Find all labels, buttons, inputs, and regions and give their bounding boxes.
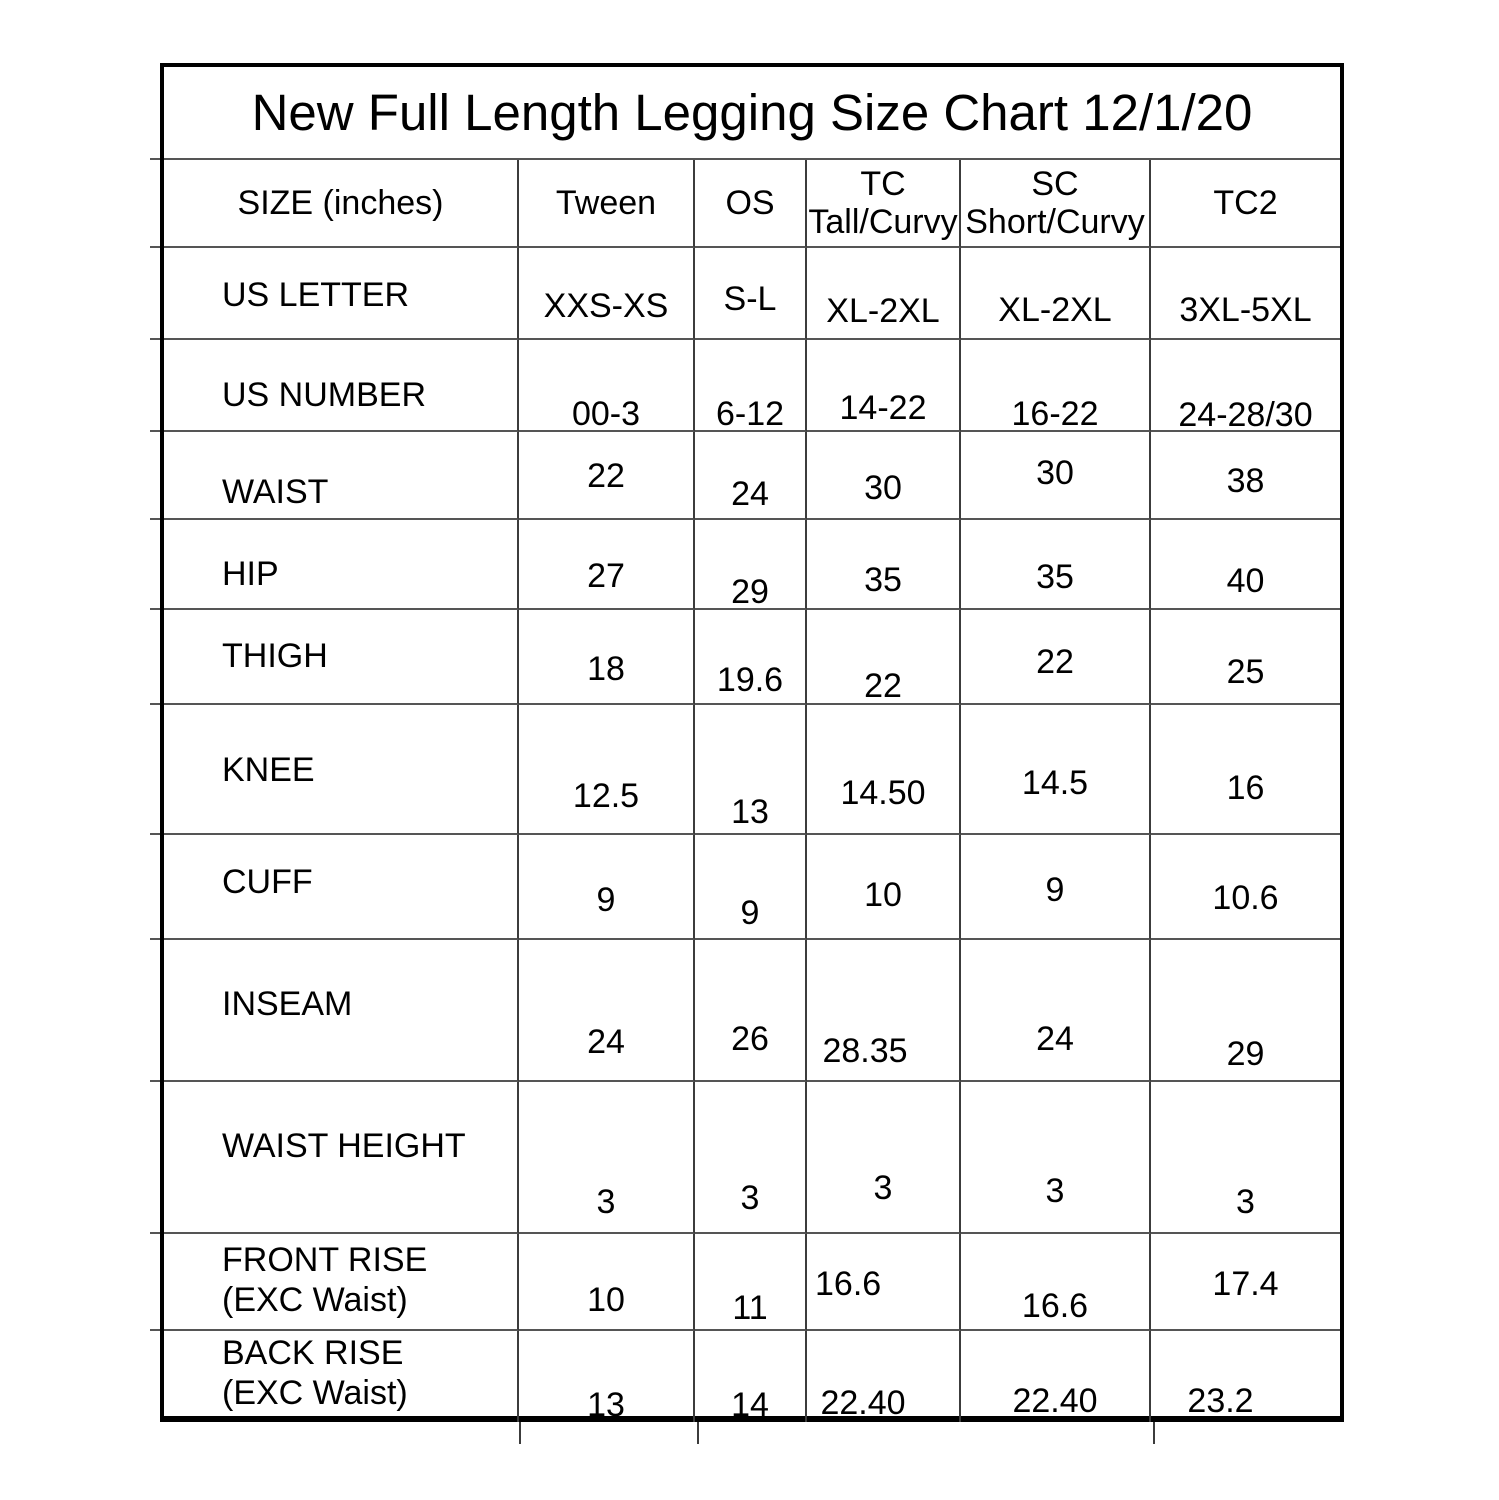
cell-us-letter-sc xyxy=(961,248,1151,340)
cell-waist-os xyxy=(695,432,807,520)
cell-value: S-L xyxy=(723,280,777,318)
cell-waist-tween xyxy=(519,432,695,520)
cell-value: 6-12 xyxy=(715,395,785,433)
chart-title: New Full Length Legging Size Chart 12/1/20 xyxy=(164,67,1340,160)
cell-value: 29 xyxy=(1226,1035,1265,1073)
header-tc2-label: TC2 xyxy=(1213,184,1278,222)
row-label-text: THIGH xyxy=(222,637,328,675)
cell-knee-sc xyxy=(961,705,1151,835)
line-stub xyxy=(1153,1422,1155,1444)
cell-front-rise-tween xyxy=(519,1234,695,1331)
line-overhang xyxy=(150,158,160,160)
row-label-text: WAIST xyxy=(222,473,329,511)
cell-us-number-tc2 xyxy=(1151,340,1340,432)
line-overhang xyxy=(150,703,160,705)
cell-waist-height-tc xyxy=(807,1082,961,1234)
cell-value: 19.6 xyxy=(716,661,784,699)
row-label-thigh xyxy=(164,610,519,705)
cell-value: 22.40 xyxy=(820,1384,906,1422)
line-overhang xyxy=(150,430,160,432)
cell-value: 00-3 xyxy=(571,395,641,433)
line-overhang xyxy=(150,833,160,835)
cell-knee-tc2 xyxy=(1151,705,1340,835)
cell-value: 24 xyxy=(587,1023,625,1061)
cell-value: 27 xyxy=(587,557,625,595)
header-sc-label: SC xyxy=(1031,165,1079,203)
line-overhang xyxy=(150,1329,160,1331)
cell-value: 30 xyxy=(864,469,902,507)
header-tc-label: TC xyxy=(860,165,906,203)
cell-cuff-os xyxy=(695,835,807,940)
cell-thigh-tween xyxy=(519,610,695,705)
line-stub xyxy=(519,1422,521,1444)
cell-cuff-tc xyxy=(807,835,961,940)
row-label-text: FRONT RISE xyxy=(222,1241,428,1279)
header-sc xyxy=(961,160,1151,248)
row-label-text: INSEAM xyxy=(222,985,353,1023)
cell-value: 16-22 xyxy=(1011,395,1099,433)
cell-front-rise-tc2 xyxy=(1151,1234,1340,1331)
cell-value: 11 xyxy=(732,1289,768,1327)
cell-waist-sc xyxy=(961,432,1151,520)
cell-value: 3 xyxy=(596,1183,616,1221)
cell-value: 25 xyxy=(1226,653,1265,691)
row-label-text: HIP xyxy=(222,555,279,593)
cell-value: 24-28/30 xyxy=(1178,396,1313,434)
cell-cuff-tween xyxy=(519,835,695,940)
header-size-label: SIZE (inches) xyxy=(237,184,444,222)
cell-inseam-tc2 xyxy=(1151,940,1340,1082)
row-label-knee xyxy=(164,705,519,835)
line-overhang xyxy=(150,246,160,248)
row-label-text: CUFF xyxy=(222,863,313,901)
row-label-back-rise xyxy=(164,1331,519,1422)
cell-value: 16.6 xyxy=(815,1265,882,1303)
cell-value: 14.50 xyxy=(840,774,926,812)
cell-value: 17.4 xyxy=(1212,1265,1279,1303)
row-label-hip xyxy=(164,520,519,610)
cell-value: 26 xyxy=(731,1020,769,1058)
cell-back-rise-tc xyxy=(807,1331,961,1422)
cell-us-letter-tween xyxy=(519,248,695,340)
cell-hip-tc xyxy=(807,520,961,610)
cell-us-letter-os xyxy=(695,248,807,340)
cell-us-number-tc xyxy=(807,340,961,432)
cell-back-rise-sc xyxy=(961,1331,1151,1422)
cell-waist-height-tc2 xyxy=(1151,1082,1340,1234)
cell-value: 10 xyxy=(864,876,902,914)
cell-front-rise-sc xyxy=(961,1234,1151,1331)
line-overhang xyxy=(150,938,160,940)
cell-value: 14 xyxy=(731,1386,769,1424)
row-label-waist-height xyxy=(164,1082,519,1234)
cell-value: 28.35 xyxy=(822,1032,908,1070)
cell-value: XL-2XL xyxy=(826,292,940,330)
cell-waist-height-os xyxy=(695,1082,807,1234)
cell-value: 22 xyxy=(587,457,625,495)
line-stub xyxy=(697,1422,699,1444)
line-overhang xyxy=(150,1080,160,1082)
row-label-cuff xyxy=(164,835,519,940)
cell-value: 3XL-5XL xyxy=(1179,291,1312,329)
header-os xyxy=(695,160,807,248)
cell-waist-height-tween xyxy=(519,1082,695,1234)
cell-value: 16.6 xyxy=(1021,1287,1089,1325)
size-chart-table xyxy=(160,63,1344,1422)
row-label-us-number xyxy=(164,340,519,432)
cell-us-number-os xyxy=(695,340,807,432)
header-sc-sub: Short/Curvy xyxy=(965,203,1145,241)
cell-cuff-sc xyxy=(961,835,1151,940)
cell-value: 9 xyxy=(740,894,760,932)
row-label-text: US NUMBER xyxy=(222,376,427,414)
cell-hip-tween xyxy=(519,520,695,610)
cell-value: XXS-XS xyxy=(543,287,669,325)
cell-value: 3 xyxy=(873,1169,893,1207)
row-label-text: BACK RISE xyxy=(222,1334,404,1372)
cell-value: 13 xyxy=(731,793,769,831)
cell-front-rise-os xyxy=(695,1234,807,1331)
cell-value: 3 xyxy=(1236,1183,1255,1221)
cell-back-rise-tc2 xyxy=(1151,1331,1340,1422)
header-os-label: OS xyxy=(725,184,775,222)
cell-value: 24 xyxy=(1036,1020,1074,1058)
line-overhang xyxy=(150,518,160,520)
cell-value: 16 xyxy=(1226,769,1265,807)
cell-knee-os xyxy=(695,705,807,835)
cell-value: 30 xyxy=(1036,454,1074,492)
cell-inseam-os xyxy=(695,940,807,1082)
line-overhang xyxy=(150,608,160,610)
cell-value: 3 xyxy=(1045,1172,1065,1210)
cell-waist-tc2 xyxy=(1151,432,1340,520)
cell-knee-tc xyxy=(807,705,961,835)
cell-value: 10.6 xyxy=(1212,879,1279,917)
cell-value: 10 xyxy=(587,1281,625,1319)
cell-hip-tc2 xyxy=(1151,520,1340,610)
cell-knee-tween xyxy=(519,705,695,835)
line-overhang xyxy=(150,338,160,340)
cell-value: 24 xyxy=(731,475,769,513)
cell-waist-height-sc xyxy=(961,1082,1151,1234)
cell-front-rise-tc xyxy=(807,1234,961,1331)
cell-value: 14.5 xyxy=(1021,764,1089,802)
cell-value: 35 xyxy=(864,561,902,599)
cell-value: 29 xyxy=(731,573,769,611)
header-tc-sub: Tall/Curvy xyxy=(808,203,958,241)
cell-us-number-tween xyxy=(519,340,695,432)
cell-value: 40 xyxy=(1226,562,1265,600)
cell-value: 22.40 xyxy=(1012,1382,1098,1420)
cell-thigh-tc xyxy=(807,610,961,705)
cell-value: 22 xyxy=(864,667,902,705)
cell-hip-os xyxy=(695,520,807,610)
cell-hip-sc xyxy=(961,520,1151,610)
cell-value: 13 xyxy=(587,1386,625,1424)
row-label-text: US LETTER xyxy=(222,276,410,314)
cell-value: 3 xyxy=(740,1179,760,1217)
line-overhang xyxy=(150,1232,160,1234)
cell-value: 23.2 xyxy=(1187,1382,1254,1420)
header-tc2 xyxy=(1151,160,1340,248)
cell-waist-tc xyxy=(807,432,961,520)
row-label-us-letter xyxy=(164,248,519,340)
cell-thigh-os xyxy=(695,610,807,705)
cell-inseam-tc xyxy=(807,940,961,1082)
cell-us-number-sc xyxy=(961,340,1151,432)
cell-value: 12.5 xyxy=(572,777,640,815)
cell-value: 38 xyxy=(1226,462,1265,500)
cell-thigh-tc2 xyxy=(1151,610,1340,705)
cell-cuff-tc2 xyxy=(1151,835,1340,940)
cell-value: 22 xyxy=(1036,643,1074,681)
cell-back-rise-os xyxy=(695,1331,807,1422)
cell-inseam-tween xyxy=(519,940,695,1082)
cell-value: 18 xyxy=(587,650,625,688)
cell-us-letter-tc xyxy=(807,248,961,340)
cell-back-rise-tween xyxy=(519,1331,695,1422)
header-tween-label: Tween xyxy=(555,184,657,222)
header-tc xyxy=(807,160,961,248)
row-label-text-2: (EXC Waist) xyxy=(222,1374,408,1412)
cell-value: 14-22 xyxy=(839,389,927,427)
cell-value: XL-2XL xyxy=(998,291,1112,329)
row-label-inseam xyxy=(164,940,519,1082)
cell-us-letter-tc2 xyxy=(1151,248,1340,340)
row-label-text: WAIST HEIGHT xyxy=(222,1127,466,1165)
cell-inseam-sc xyxy=(961,940,1151,1082)
cell-value: 35 xyxy=(1036,558,1074,596)
header-tween xyxy=(519,160,695,248)
row-label-text: KNEE xyxy=(222,751,315,789)
row-label-text-2: (EXC Waist) xyxy=(222,1281,408,1319)
header-size xyxy=(164,160,519,248)
cell-value: 9 xyxy=(1045,871,1065,909)
cell-thigh-sc xyxy=(961,610,1151,705)
row-label-waist xyxy=(164,432,519,520)
row-label-front-rise xyxy=(164,1234,519,1331)
cell-value: 9 xyxy=(596,881,616,919)
